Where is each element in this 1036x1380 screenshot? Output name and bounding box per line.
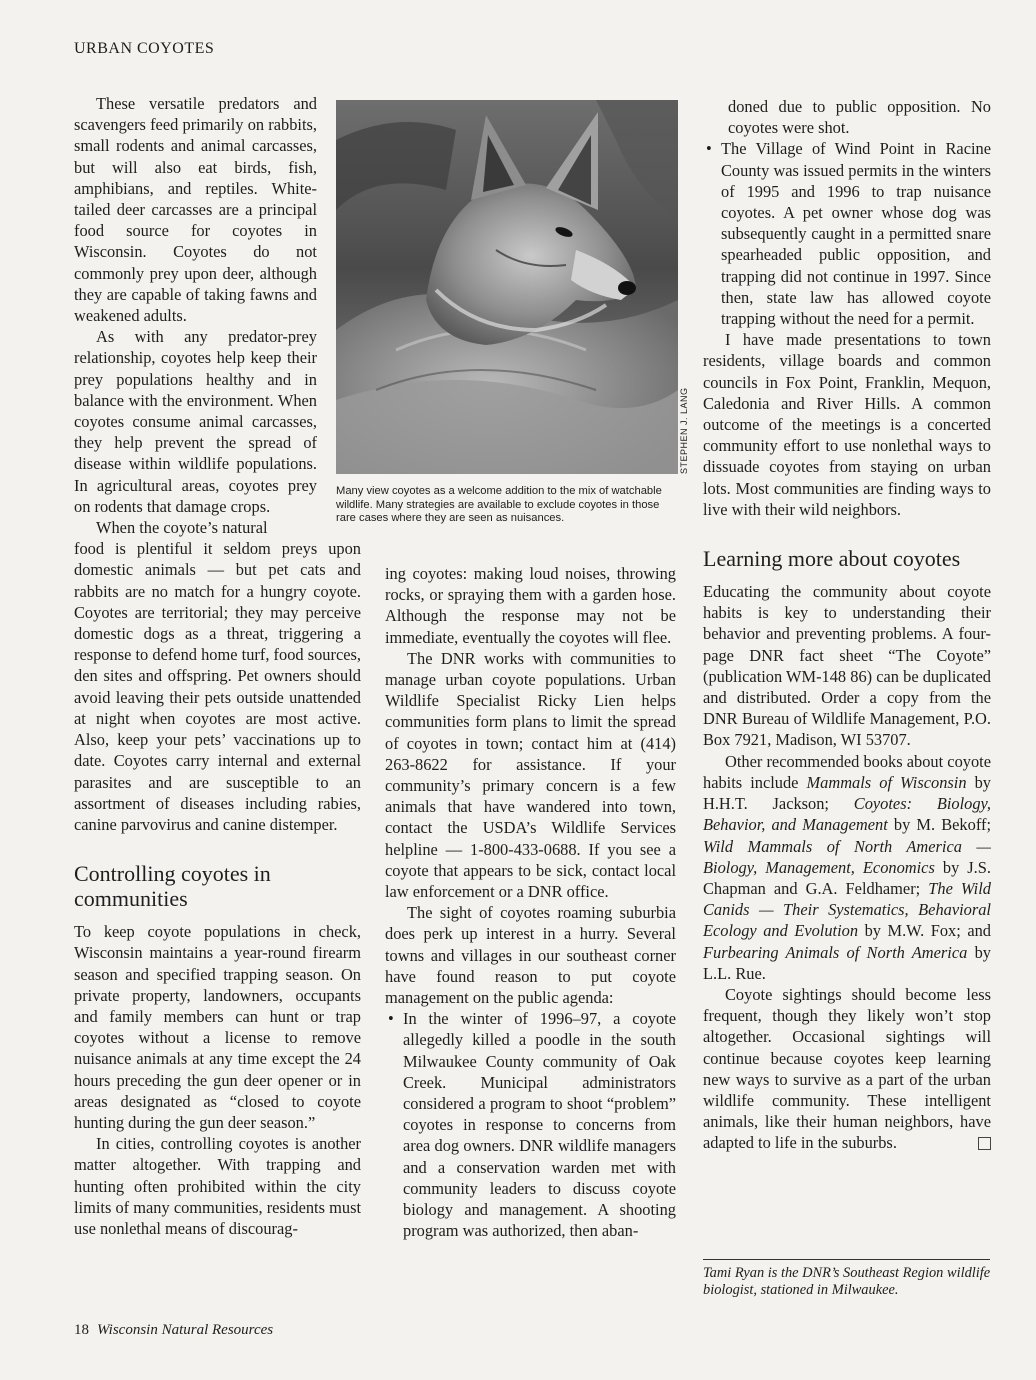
book-title: Furbearing Animals of North America	[703, 942, 968, 962]
photo-credit: STEPHEN J. LANG	[679, 387, 689, 474]
publication-name: Wisconsin Natural Resources	[97, 1322, 274, 1338]
paragraph: Coyote sightings should become less frequent, though they likely won’t stop altogether. Occasional sightings will continue because coyotes keep learning new ways to survive as a part of the urban wildlife community. These intelligent animals, like their human neighbors, have adapted to life in the suburbs.	[703, 984, 991, 1153]
photo-caption: Many view coyotes as a welcome addition to the mix of watchable wildlife. Many strategies are available to exclude coyotes in those rare cases where they are seen as nuisances.	[336, 485, 662, 525]
column-2	[385, 563, 676, 1242]
paragraph: I have made presentations to town residents, village boards and common councils in Fox Point, Franklin, Mequon, Caledonia and River Hills. A common outcome of the meetings is a concerted community effort to use nonlethal ways to dissuade coyotes from staying on urban lots. Most communities are finding ways to live with their wild neighbors.	[703, 330, 991, 519]
section-heading: Controlling coyotes in communities	[74, 861, 271, 912]
book-title: Mammals of Wisconsin	[806, 772, 967, 792]
paragraph: Educating the community about coyote habits is key to understanding their behavior and preventing problems. A four-page DNR fact sheet “The Coyote” (publication WM-148 86) can be duplicated and distributed. Order a copy from the DNR Bureau of Wildlife Management, P.O. Box 7921, Madison, WI 53707.	[703, 582, 991, 750]
paragraph: food is plentiful it seldom preys upon domestic animals — but pet cats and rabbits are no match for a hungry coyote. Coyotes are territorial; they may perceive domestic dogs as a threat, triggering a response to defend home turf, food sources, den sites and offspring. Pet owners should avoid leaving their pets outside unattended at night when coyotes are most active. Also, keep your pets’ vaccinations up to date. Coyotes carry internal and external parasites and are susceptible to an assortment of diseases including rabies, canine parvovirus and canine distemper.	[74, 539, 361, 834]
page-number: 18	[74, 1322, 89, 1338]
paragraph: These versatile predators and scavengers feed primarily on rabbits, small rodents and animal carcasses, but will also eat birds, fish, amphibians, and reptiles. White-tailed deer carcasses are a principal food source for coyotes in Wisconsin. Coyotes do not commonly prey upon deer, although they are capable of taking fawns and weakened adults.	[74, 94, 317, 326]
author-bio: Tami Ryan is the DNR’s Southeast Region wildlife biologist, stationed in Milwaukee.	[703, 1265, 991, 1298]
running-head: URBAN COYOTES	[74, 40, 215, 57]
page-footer	[74, 1322, 273, 1339]
paragraph: To keep coyote populations in check, Wisconsin maintains a year-round firearm season and specified trapping season. On private property, landowners, occupants and family members can hunt or trap coyotes without a license to remove nuisance animals at any time except the 24 hours preceding the gun deer opener or in areas designated as “closed to coyote hunting during the gun deer season.”	[74, 922, 361, 1132]
book-title: Wild Mammals of North America —Biology, Management, Economics	[703, 836, 991, 877]
paragraph: The DNR works with communities to manage urban coyote populations. Urban Wildlife Specialist Ricky Lien helps communities form plans to limit the spread of coyotes in town; contact him at (414) 263-8622 for assistance. If your community’s primary concern is a few animals that have wandered into town, contact the USDA’s Wildlife Services helpline — 1-800-433-0688. If you see a coyote that appears to be sick, contact local law enforcement or a DNR office.	[385, 648, 676, 902]
book-title: Coyotes: Biology, Behavior, and Management	[703, 794, 991, 835]
bullet-list	[703, 96, 991, 138]
bullet-item: • In the winter of 1996–97, a coyote allegedly killed a poodle in the south Milwaukee County community of Oak Creek. Municipal administrators considered a program to shoot “problem” coyotes in response to concerns from area dog owners. DNR wildlife managers and a conservation warden met with community leaders to discuss coyote biology and management. A shooting program was authorized, then aban-	[385, 1008, 676, 1241]
end-mark-icon	[978, 1137, 991, 1150]
bullet-list	[703, 138, 991, 329]
paragraph: As with any predator-prey relationship, coyotes help keep their prey populations healthy and in balance with the environment. When coyotes consume animal carcasses, they help prevent the spread of disease within wildlife populations. In agricultural areas, coyotes prey on rodents that damage crops.	[74, 327, 317, 516]
paragraph-recommended-books: Other recommended books about coyote habits include Mammals of Wisconsin by H.H.T. Jackson; Coyotes: Biology, Behavior, and Management by M. Bekoff; Wild Mammals of North America —Biology, Management, Economics by J.S. Chapman and G.A. Feldhamer; The Wild Canids — Their Systematics, Behavioral Ecology and Evolution by M.W. Fox; and Furbearing Animals of North America by L.L. Rue.	[703, 751, 992, 983]
section-heading: Learning more about coyotes	[703, 546, 961, 572]
paragraph: When the coyote’s natural	[96, 518, 268, 538]
bullet-list	[385, 1008, 676, 1241]
bullet-continuation: doned due to public opposition. No coyotes were shot.	[728, 97, 991, 138]
coyote-photo	[336, 100, 678, 474]
paragraph: ing coyotes: making loud noises, throwing rocks, or spraying them with a garden hose. Although the response may not be immediate, eventually the coyotes will flee.	[385, 564, 676, 647]
book-title: The Wild Canids — Their Systematics, Behavioral Ecology and Evolution	[703, 878, 991, 941]
column-3	[703, 96, 991, 1154]
paragraph: The sight of coyotes roaming suburbia does perk up interest in a hurry. Several towns and villages in our southeast corner have found reason to put coyote management on the public agenda:	[385, 903, 676, 1008]
bullet-item: • The Village of Wind Point in Racine County was issued permits in the winters of 1995 and 1996 to trap nuisance coyotes. A pet owner whose dog was subsequently caught in a permitted snare spearheaded public opposition, and trapping did not continue in 1997. Since then, state law has allowed coyote trapping without the need for a permit.	[703, 138, 991, 329]
bio-divider	[703, 1259, 990, 1260]
column-1	[74, 93, 361, 1239]
paragraph: In cities, controlling coyotes is another matter altogether. With trapping and hunting often prohibited within the city limits of many communities, residents must use nonlethal means of discourag-	[74, 1134, 361, 1238]
